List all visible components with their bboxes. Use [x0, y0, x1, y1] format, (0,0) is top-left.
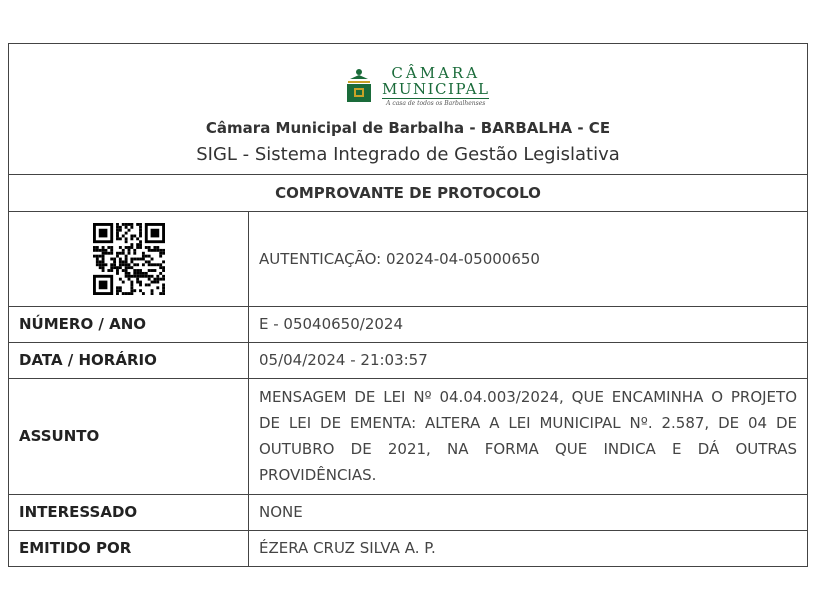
organization-name: Câmara Municipal de Barbalha - BARBALHA - CE	[205, 119, 611, 137]
camara-logo	[338, 64, 488, 108]
row-label: NÚMERO / ANO	[9, 306, 249, 342]
table-row	[9, 306, 807, 342]
table-row	[9, 212, 807, 306]
logo-tagline: A casa de todos os Barbalhenses	[386, 100, 486, 107]
qr-code-icon	[93, 223, 165, 295]
logo-line-municipal: MUNICIPAL	[382, 80, 490, 98]
row-value: MENSAGEM DE LEI Nº 04.04.003/2024, QUE ENCAMINHA O PROJETO DE LEI DE EMENTA: ALTERA A LEI MUNICIPAL Nº. 2.587, DE 04 DE OUTUBRO DE 2021, NA FORMA QUE INDICA E DÁ OUTRAS PROVIDÊNCIAS.	[249, 378, 808, 494]
authentication-code: AUTENTICAÇÃO: 02024-04-05000650	[259, 249, 540, 268]
qr-cell	[9, 212, 249, 306]
table-row	[9, 342, 807, 378]
table-row	[9, 530, 807, 566]
document-header	[9, 44, 807, 175]
logo-line-camara: CÂMARA	[391, 64, 481, 82]
table-row	[9, 494, 807, 530]
row-label: ASSUNTO	[9, 378, 249, 494]
row-label: EMITIDO POR	[9, 530, 249, 566]
row-value: E - 05040650/2024	[249, 306, 808, 342]
protocol-receipt	[8, 43, 808, 567]
capitol-emblem-icon	[344, 68, 374, 104]
protocol-table	[9, 212, 807, 566]
table-row	[9, 378, 807, 494]
row-value: NONE	[249, 494, 808, 530]
document-title: COMPROVANTE DE PROTOCOLO	[9, 175, 807, 212]
row-value: 05/04/2024 - 21:03:57	[249, 342, 808, 378]
row-label: DATA / HORÁRIO	[9, 342, 249, 378]
row-value: ÉZERA CRUZ SILVA A. P.	[249, 530, 808, 566]
system-name: SIGL - Sistema Integrado de Gestão Legislativa	[196, 144, 620, 165]
row-label: INTERESSADO	[9, 494, 249, 530]
